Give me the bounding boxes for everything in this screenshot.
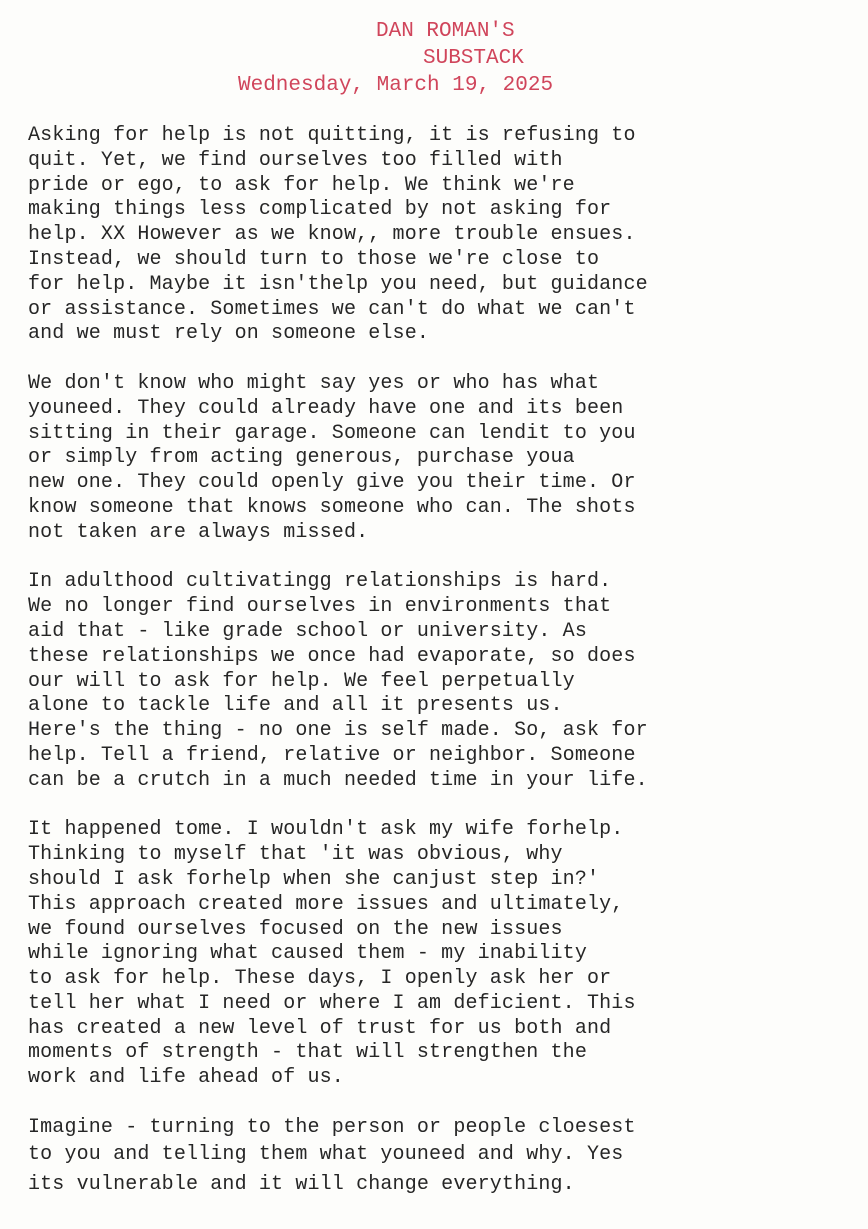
text-line: to ask for help. These days, I openly ask her or — [28, 967, 612, 991]
text-line: Asking for help is not quitting, it is refusing to — [28, 124, 636, 147]
text-line: aid that - like grade school or university. As — [28, 619, 587, 643]
article-body — [28, 124, 858, 1223]
masthead-subtitle: SUBSTACK — [423, 47, 524, 70]
text-line: or assistance. Sometimes we can't do what we can't — [28, 297, 636, 321]
paragraph — [28, 818, 858, 1091]
text-line: help. XX However as we know,, more trouble ensues. — [28, 223, 636, 247]
text-line: tell her what I need or where I am deficient. This — [28, 991, 636, 1015]
text-line: Instead, we should turn to those we're close to — [28, 247, 600, 271]
text-line: In adulthood cultivatingg relationships is hard. — [28, 570, 612, 594]
text-line: It happened tome. I wouldn't ask my wife forhelp. — [28, 818, 624, 842]
paragraph — [28, 372, 858, 546]
text-line: know someone that knows someone who can. The shots — [28, 495, 636, 519]
text-line: should I ask forhelp when she canjust step in?' — [28, 867, 600, 891]
text-line: can be a crutch in a much needed time in your life. — [28, 768, 648, 792]
text-line: Imagine - turning to the person or people cloesest — [28, 1115, 636, 1139]
text-line: its vulnerable and it will change everything. — [28, 1173, 575, 1197]
text-line: and we must rely on someone else. — [28, 322, 430, 346]
text-line: making things less complicated by not asking for — [28, 198, 612, 222]
masthead-title: DAN ROMAN'S — [376, 20, 515, 43]
text-line: we found ourselves focused on the new issues — [28, 917, 563, 941]
text-line: while ignoring what caused them - my inability — [28, 942, 587, 966]
text-line: not taken are always missed. — [28, 520, 369, 544]
text-line: pride or ego, to ask for help. We think we're — [28, 173, 575, 197]
text-line: Thinking to myself that 'it was obvious, why — [28, 843, 563, 867]
paragraph — [28, 570, 858, 793]
text-line: We don't know who might say yes or who has what — [28, 371, 600, 395]
text-line: This approach created more issues and ultimately, — [28, 892, 624, 916]
text-line: our will to ask for help. We feel perpetually — [28, 669, 575, 693]
text-line: We no longer find ourselves in environments that — [28, 595, 612, 619]
text-line: Here's the thing - no one is self made. So, ask for — [28, 719, 648, 743]
text-line: quit. Yet, we find ourselves too filled with — [28, 148, 563, 172]
text-line: these relationships we once had evaporate, so does — [28, 644, 636, 668]
text-line: youneed. They could already have one and its been — [28, 396, 624, 420]
text-line: has created a new level of trust for us both and — [28, 1016, 612, 1040]
text-line: moments of strength - that will strengthen the — [28, 1041, 587, 1065]
text-line: sitting in their garage. Someone can lendit to you — [28, 421, 636, 445]
post-date: Wednesday, March 19, 2025 — [238, 74, 554, 97]
text-line: for help. Maybe it isn'thelp you need, but guidance — [28, 272, 648, 296]
text-line: to you and telling them what youneed and why. Yes — [28, 1142, 624, 1166]
text-line: alone to tackle life and all it presents us. — [28, 694, 563, 718]
text-line: new one. They could openly give you their time. Or — [28, 471, 636, 495]
text-line: help. Tell a friend, relative or neighbor. Someone — [28, 743, 636, 767]
text-line: or simply from acting generous, purchase youa — [28, 446, 575, 470]
paragraph — [28, 1116, 858, 1198]
text-line: work and life ahead of us. — [28, 1066, 344, 1090]
paragraph — [28, 124, 858, 347]
